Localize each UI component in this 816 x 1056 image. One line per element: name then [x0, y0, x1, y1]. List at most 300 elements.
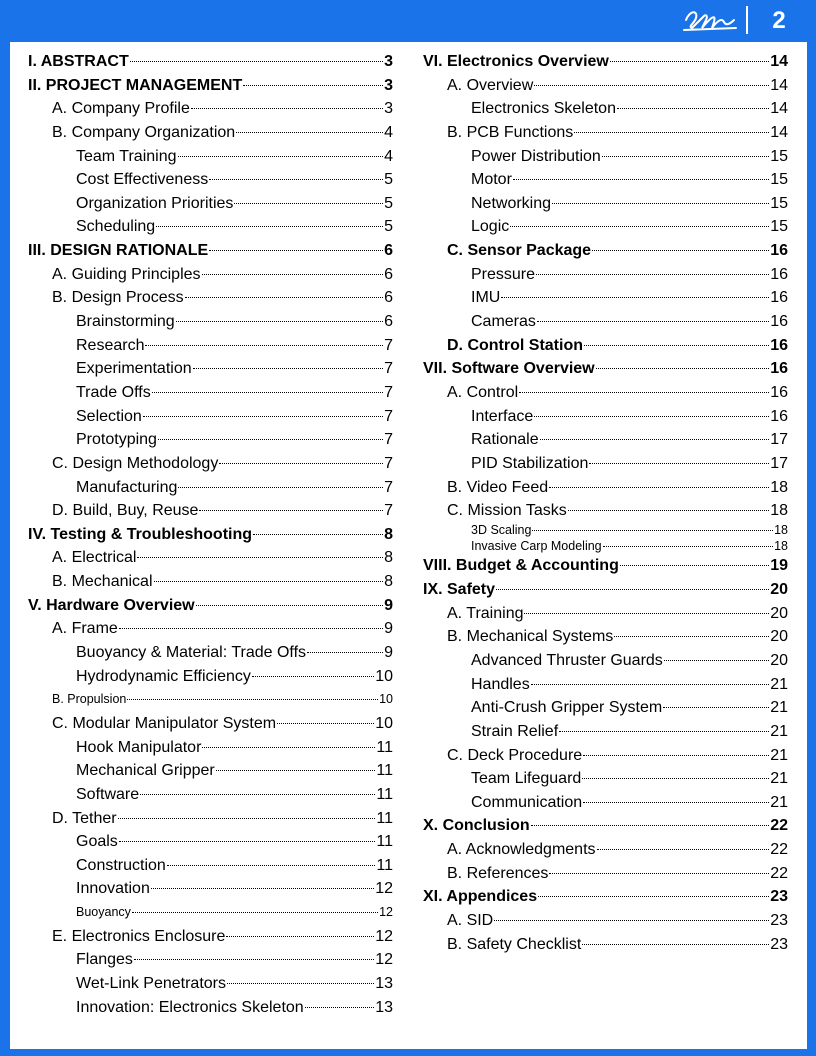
- toc-entry-title: B. Mechanical: [52, 573, 153, 591]
- toc-entry[interactable]: [423, 578, 788, 602]
- dot-leader: [219, 463, 383, 464]
- toc-entry-title: A. SID: [447, 912, 494, 930]
- dot-leader: [534, 85, 769, 86]
- toc-entry-title: A. Guiding Principles: [52, 265, 201, 283]
- toc-entry-page: 11: [376, 738, 393, 756]
- dot-leader: [196, 605, 383, 606]
- toc-entry-page: 11: [376, 785, 393, 803]
- toc-entry-page: 16: [770, 242, 788, 260]
- toc-entry-title: Handles: [471, 675, 530, 693]
- toc-entry-title: Rationale: [471, 431, 539, 449]
- toc-entry[interactable]: [423, 50, 788, 74]
- dot-leader: [202, 747, 375, 748]
- toc-right-column: [423, 50, 788, 956]
- dot-leader: [119, 628, 383, 629]
- dot-leader: [531, 684, 770, 685]
- toc-entry-title: VII. Software Overview: [423, 360, 595, 378]
- toc-entry-page: 12: [375, 880, 393, 898]
- toc-entry[interactable]: [423, 334, 788, 358]
- toc-entry-page: 22: [770, 864, 788, 882]
- toc-entry-page: 20: [770, 581, 788, 599]
- toc-entry-page: 9: [384, 620, 393, 638]
- toc-entry[interactable]: [28, 830, 393, 854]
- dot-leader: [664, 660, 769, 661]
- toc-entry[interactable]: [423, 286, 788, 310]
- toc-entry[interactable]: [28, 428, 393, 452]
- dot-leader: [252, 676, 374, 677]
- toc-entry[interactable]: [423, 239, 788, 263]
- toc-entry[interactable]: [423, 814, 788, 838]
- toc-entry-page: 8: [384, 573, 393, 591]
- toc-entry[interactable]: [423, 499, 788, 523]
- toc-entry-page: 22: [770, 817, 788, 835]
- toc-entry-page: 19: [770, 557, 788, 575]
- dot-leader: [596, 368, 770, 369]
- toc-entry-title: VIII. Budget & Accounting: [423, 557, 619, 575]
- toc-entry[interactable]: [423, 310, 788, 334]
- dot-leader: [519, 392, 769, 393]
- dot-leader: [236, 132, 383, 133]
- dot-leader: [614, 636, 769, 637]
- toc-entry[interactable]: [28, 310, 393, 334]
- dot-leader: [140, 794, 375, 795]
- toc-entry-title: VI. Electronics Overview: [423, 53, 609, 70]
- toc-entry-page: 22: [770, 841, 788, 859]
- toc-entry-title: Communication: [471, 793, 583, 811]
- toc-entry-page: 6: [384, 313, 393, 331]
- toc-entry[interactable]: [28, 712, 393, 736]
- toc-entry-title: A. Acknowledgments: [447, 841, 596, 859]
- dot-leader: [277, 723, 374, 724]
- toc-entry-title: A. Control: [447, 383, 519, 401]
- toc-entry-title: Experimentation: [76, 360, 192, 378]
- toc-entry[interactable]: [28, 145, 393, 169]
- toc-entry[interactable]: [28, 523, 393, 547]
- toc-entry[interactable]: [28, 759, 393, 783]
- toc-entry[interactable]: [423, 381, 788, 405]
- page-header: [0, 0, 816, 42]
- toc-entry[interactable]: [28, 617, 393, 641]
- toc-entry-title: Hydrodynamic Efficiency: [76, 667, 251, 685]
- toc-entry-title: Pressure: [471, 265, 536, 283]
- toc-page: [10, 42, 807, 1049]
- toc-entry-title: X. Conclusion: [423, 817, 530, 835]
- toc-entry[interactable]: [423, 192, 788, 216]
- toc-left-column: [28, 50, 393, 1019]
- dot-leader: [199, 510, 383, 511]
- toc-entry-page: 15: [770, 147, 788, 165]
- toc-entry[interactable]: [423, 909, 788, 933]
- toc-entry[interactable]: [423, 168, 788, 192]
- toc-entry-title: Power Distribution: [471, 147, 601, 165]
- toc-entry-title: B. Propulsion: [52, 692, 127, 707]
- toc-entry-page: 16: [770, 407, 788, 425]
- toc-entry[interactable]: [423, 523, 788, 539]
- toc-entry[interactable]: [423, 862, 788, 886]
- dot-leader: [253, 534, 383, 535]
- toc-entry-page: 7: [384, 336, 393, 354]
- toc-entry-page: 5: [384, 194, 393, 212]
- dot-leader: [584, 345, 769, 346]
- toc-entry[interactable]: [28, 405, 393, 429]
- toc-entry-title: Buoyancy: [76, 905, 131, 920]
- toc-entry[interactable]: [28, 996, 393, 1020]
- toc-entry-page: 7: [384, 502, 393, 520]
- toc-entry-title: III. DESIGN RATIONALE: [28, 242, 209, 260]
- toc-entry[interactable]: [423, 744, 788, 768]
- toc-entry[interactable]: [423, 933, 788, 957]
- toc-entry-page: 10: [375, 714, 393, 732]
- dot-leader: [574, 132, 769, 133]
- toc-entry-page: 16: [770, 289, 788, 307]
- toc-entry-title: A. Company Profile: [52, 100, 190, 118]
- dot-leader: [524, 613, 769, 614]
- toc-entry-title: Electronics Skeleton: [471, 100, 616, 118]
- toc-entry[interactable]: [423, 428, 788, 452]
- toc-entry-page: 3: [384, 100, 393, 118]
- toc-entry[interactable]: [28, 357, 393, 381]
- toc-entry-page: 21: [770, 722, 788, 740]
- toc-entry-page: 17: [770, 431, 788, 449]
- toc-entry[interactable]: [28, 50, 393, 74]
- toc-entry-page: 10: [375, 667, 393, 685]
- toc-entry-page: 7: [384, 431, 393, 449]
- toc-entry[interactable]: [28, 168, 393, 192]
- toc-entry[interactable]: [423, 263, 788, 287]
- dot-leader: [552, 203, 769, 204]
- toc-entry-title: XI. Appendices: [423, 888, 538, 906]
- dot-leader: [134, 959, 374, 960]
- toc-entry[interactable]: [28, 665, 393, 689]
- dot-leader: [597, 849, 770, 850]
- toc-entry-page: 7: [384, 478, 393, 496]
- toc-entry-title: Motor: [471, 171, 512, 189]
- toc-entry[interactable]: [423, 767, 788, 791]
- toc-entry-page: 23: [770, 912, 788, 930]
- dot-leader: [494, 920, 769, 921]
- toc-entry-title: Manufacturing: [76, 478, 178, 496]
- toc-entry-title: Software: [76, 785, 140, 803]
- dot-leader: [534, 416, 769, 417]
- dot-leader: [568, 510, 769, 511]
- toc-entry[interactable]: [28, 239, 393, 263]
- toc-entry-page: 23: [770, 888, 788, 906]
- dot-leader: [176, 321, 383, 322]
- toc-entry-page: 11: [376, 809, 393, 827]
- toc-entry-page: 11: [376, 833, 393, 851]
- toc-entry-title: Trade Offs: [76, 383, 151, 401]
- toc-entry-title: D. Tether: [52, 809, 117, 827]
- toc-entry-page: 18: [770, 478, 788, 496]
- toc-entry-title: D. Control Station: [447, 336, 583, 354]
- dot-leader: [536, 274, 769, 275]
- toc-entry[interactable]: [28, 476, 393, 500]
- toc-entry[interactable]: [423, 673, 788, 697]
- toc-entry-page: 18: [770, 502, 788, 520]
- toc-entry-title: C. Sensor Package: [447, 242, 592, 260]
- toc-entry[interactable]: [28, 570, 393, 594]
- toc-entry-title: C. Mission Tasks: [447, 502, 567, 520]
- toc-entry-title: IMU: [471, 289, 501, 307]
- dot-leader: [603, 546, 773, 547]
- toc-entry[interactable]: [423, 696, 788, 720]
- toc-entry-title: Team Lifeguard: [471, 770, 582, 788]
- toc-entry-page: 18: [774, 538, 788, 553]
- dot-leader: [617, 108, 769, 109]
- dot-leader: [216, 770, 376, 771]
- toc-entry-title: A. Training: [447, 604, 524, 622]
- toc-entry-page: 16: [770, 313, 788, 331]
- page-number: 2: [772, 7, 786, 34]
- toc-entry-title: Cost Effectiveness: [76, 171, 209, 189]
- toc-entry-title: Prototyping: [76, 431, 157, 449]
- toc-entry[interactable]: [28, 74, 393, 98]
- toc-entry[interactable]: [423, 625, 788, 649]
- toc-entry-title: A. Overview: [447, 76, 534, 94]
- toc-entry-page: 7: [384, 383, 393, 401]
- toc-entry[interactable]: [423, 97, 788, 121]
- dot-leader: [158, 439, 383, 440]
- toc-entry-page: 12: [375, 927, 393, 945]
- toc-entry-title: C. Design Methodology: [52, 454, 219, 472]
- dot-leader: [501, 297, 769, 298]
- toc-entry-title: Team Training: [76, 147, 177, 165]
- dot-leader: [537, 321, 769, 322]
- toc-entry[interactable]: [28, 948, 393, 972]
- toc-entry-page: 3: [384, 53, 393, 70]
- toc-entry-page: 14: [770, 76, 788, 94]
- dot-leader: [202, 274, 384, 275]
- dot-leader: [143, 416, 383, 417]
- toc-entry-title: Invasive Carp Modeling: [471, 538, 602, 553]
- toc-entry[interactable]: [28, 736, 393, 760]
- toc-entry[interactable]: [28, 807, 393, 831]
- toc-entry[interactable]: [28, 925, 393, 949]
- toc-entry-title: C. Deck Procedure: [447, 746, 583, 764]
- toc-entry[interactable]: [423, 554, 788, 578]
- toc-entry-title: A. Frame: [52, 620, 118, 638]
- dot-leader: [610, 61, 769, 62]
- toc-entry-page: 11: [376, 856, 393, 874]
- toc-entry[interactable]: [423, 145, 788, 169]
- toc-entry-title: Selection: [76, 407, 142, 425]
- toc-entry-title: Cameras: [471, 313, 536, 331]
- toc-entry[interactable]: [28, 381, 393, 405]
- dot-leader: [663, 707, 769, 708]
- toc-entry-page: 17: [770, 454, 788, 472]
- toc-entry-page: 21: [770, 699, 788, 717]
- toc-entry-title: B. Mechanical Systems: [447, 628, 614, 646]
- toc-entry[interactable]: [28, 215, 393, 239]
- dot-leader: [209, 250, 383, 251]
- dot-leader: [305, 1007, 375, 1008]
- toc-entry-page: 10: [379, 692, 393, 707]
- dot-leader: [209, 179, 383, 180]
- toc-entry-page: 20: [770, 604, 788, 622]
- toc-entry-page: 13: [375, 998, 393, 1016]
- dot-leader: [193, 368, 383, 369]
- toc-entry[interactable]: [423, 74, 788, 98]
- toc-entry[interactable]: [423, 405, 788, 429]
- dot-leader: [226, 936, 374, 937]
- dot-leader: [559, 731, 769, 732]
- toc-entry-title: Hook Manipulator: [76, 738, 202, 756]
- dot-leader: [127, 699, 378, 700]
- toc-entry-page: 18: [774, 522, 788, 537]
- dot-leader: [154, 581, 384, 582]
- toc-entry[interactable]: [28, 334, 393, 358]
- toc-entry-page: 7: [384, 454, 393, 472]
- toc-entry-title: Brainstorming: [76, 313, 175, 331]
- toc-entry[interactable]: [28, 594, 393, 618]
- toc-entry-title: Anti-Crush Gripper System: [471, 699, 663, 717]
- toc-entry[interactable]: [423, 602, 788, 626]
- toc-entry-page: 6: [384, 265, 393, 283]
- dot-leader: [307, 652, 383, 653]
- toc-entry-page: 15: [770, 194, 788, 212]
- toc-entry[interactable]: [28, 97, 393, 121]
- toc-entry-page: 23: [770, 935, 788, 953]
- toc-entry-title: Wet-Link Penetrators: [76, 974, 226, 992]
- toc-entry-title: B. Safety Checklist: [447, 935, 582, 953]
- toc-entry-page: 4: [384, 147, 393, 165]
- toc-entry[interactable]: [423, 838, 788, 862]
- toc-entry[interactable]: [423, 885, 788, 909]
- dot-leader: [119, 841, 376, 842]
- toc-entry[interactable]: [28, 901, 393, 925]
- toc-entry[interactable]: [423, 791, 788, 815]
- dot-leader: [137, 557, 383, 558]
- toc-entry[interactable]: [423, 539, 788, 555]
- dot-leader: [178, 156, 384, 157]
- dot-leader: [582, 944, 769, 945]
- toc-entry[interactable]: [28, 192, 393, 216]
- dot-leader: [152, 392, 383, 393]
- toc-entry-page: 9: [384, 644, 393, 662]
- toc-entry-title: E. Electronics Enclosure: [52, 927, 226, 945]
- dot-leader: [132, 912, 378, 913]
- toc-entry-title: B. References: [447, 864, 549, 882]
- toc-entry[interactable]: [423, 357, 788, 381]
- toc-entry-page: 14: [770, 53, 788, 70]
- toc-entry[interactable]: [28, 688, 393, 712]
- toc-entry[interactable]: [28, 121, 393, 145]
- dot-leader: [538, 896, 769, 897]
- toc-entry-page: 16: [770, 383, 788, 401]
- dot-leader: [118, 818, 376, 819]
- toc-entry-page: 14: [770, 123, 788, 141]
- toc-entry-title: Innovation: Electronics Skeleton: [76, 998, 304, 1016]
- toc-entry-page: 13: [375, 974, 393, 992]
- toc-entry-page: 7: [384, 407, 393, 425]
- toc-entry-page: 12: [379, 905, 393, 920]
- toc-entry-page: 21: [770, 675, 788, 693]
- toc-entry[interactable]: [423, 121, 788, 145]
- toc-entry[interactable]: [423, 649, 788, 673]
- toc-entry-title: 3D Scaling: [471, 522, 532, 537]
- dot-leader: [620, 565, 769, 566]
- toc-entry[interactable]: [28, 641, 393, 665]
- toc-entry-title: Buoyancy & Material: Trade Offs: [76, 644, 307, 662]
- dot-leader: [592, 250, 769, 251]
- dot-leader: [532, 530, 773, 531]
- toc-entry-page: 20: [770, 651, 788, 669]
- toc-entry-page: 8: [384, 549, 393, 567]
- dot-leader: [185, 297, 383, 298]
- toc-entry-page: 11: [376, 762, 393, 780]
- dot-leader: [510, 226, 769, 227]
- toc-entry[interactable]: [28, 546, 393, 570]
- dot-leader: [589, 463, 769, 464]
- dot-leader: [496, 589, 769, 590]
- toc-entry-page: 15: [770, 171, 788, 189]
- dot-leader: [582, 778, 769, 779]
- dot-leader: [167, 865, 376, 866]
- toc-entry-page: 8: [384, 525, 393, 543]
- toc-entry[interactable]: [28, 854, 393, 878]
- toc-entry[interactable]: [28, 286, 393, 310]
- signature-logo-icon: [682, 6, 738, 34]
- toc-entry[interactable]: [28, 877, 393, 901]
- dot-leader: [145, 345, 383, 346]
- toc-entry[interactable]: [423, 452, 788, 476]
- toc-entry-page: 14: [770, 100, 788, 118]
- toc-entry-title: Logic: [471, 218, 510, 236]
- toc-entry-page: 7: [384, 360, 393, 378]
- toc-entry-title: C. Modular Manipulator System: [52, 714, 277, 732]
- dot-leader: [191, 108, 383, 109]
- toc-entry-title: B. PCB Functions: [447, 123, 574, 141]
- dot-leader: [540, 439, 770, 440]
- dot-leader: [156, 226, 383, 227]
- toc-entry-page: 16: [770, 336, 788, 354]
- toc-entry[interactable]: [423, 476, 788, 500]
- dot-leader: [227, 983, 374, 984]
- toc-entry-page: 15: [770, 218, 788, 236]
- dot-leader: [130, 61, 383, 62]
- dot-leader: [234, 203, 383, 204]
- toc-entry-page: 12: [375, 951, 393, 969]
- toc-entry[interactable]: [28, 499, 393, 523]
- toc-entry-page: 6: [384, 242, 393, 260]
- dot-leader: [531, 825, 770, 826]
- toc-entry-page: 5: [384, 171, 393, 189]
- toc-entry[interactable]: [28, 263, 393, 287]
- dot-leader: [549, 487, 769, 488]
- toc-entry-page: 21: [770, 746, 788, 764]
- toc-entry-page: 16: [770, 360, 788, 378]
- toc-entry-title: Scheduling: [76, 218, 156, 236]
- toc-entry[interactable]: [28, 783, 393, 807]
- toc-entry-title: Strain Relief: [471, 722, 559, 740]
- toc-entry-title: IV. Testing & Troubleshooting: [28, 525, 253, 543]
- toc-entry-title: Networking: [471, 194, 552, 212]
- toc-entry-page: 9: [384, 596, 393, 614]
- toc-entry[interactable]: [423, 215, 788, 239]
- toc-entry-title: I. ABSTRACT: [28, 53, 129, 70]
- toc-entry[interactable]: [28, 972, 393, 996]
- toc-entry-title: Innovation: [76, 880, 150, 898]
- toc-entry-title: D. Build, Buy, Reuse: [52, 502, 199, 520]
- toc-entry-title: V. Hardware Overview: [28, 596, 195, 614]
- toc-entry-page: 4: [384, 123, 393, 141]
- toc-entry-title: Research: [76, 336, 145, 354]
- toc-entry-page: 21: [770, 770, 788, 788]
- toc-entry[interactable]: [28, 452, 393, 476]
- dot-leader: [243, 85, 383, 86]
- toc-entry[interactable]: [423, 720, 788, 744]
- dot-leader: [583, 755, 769, 756]
